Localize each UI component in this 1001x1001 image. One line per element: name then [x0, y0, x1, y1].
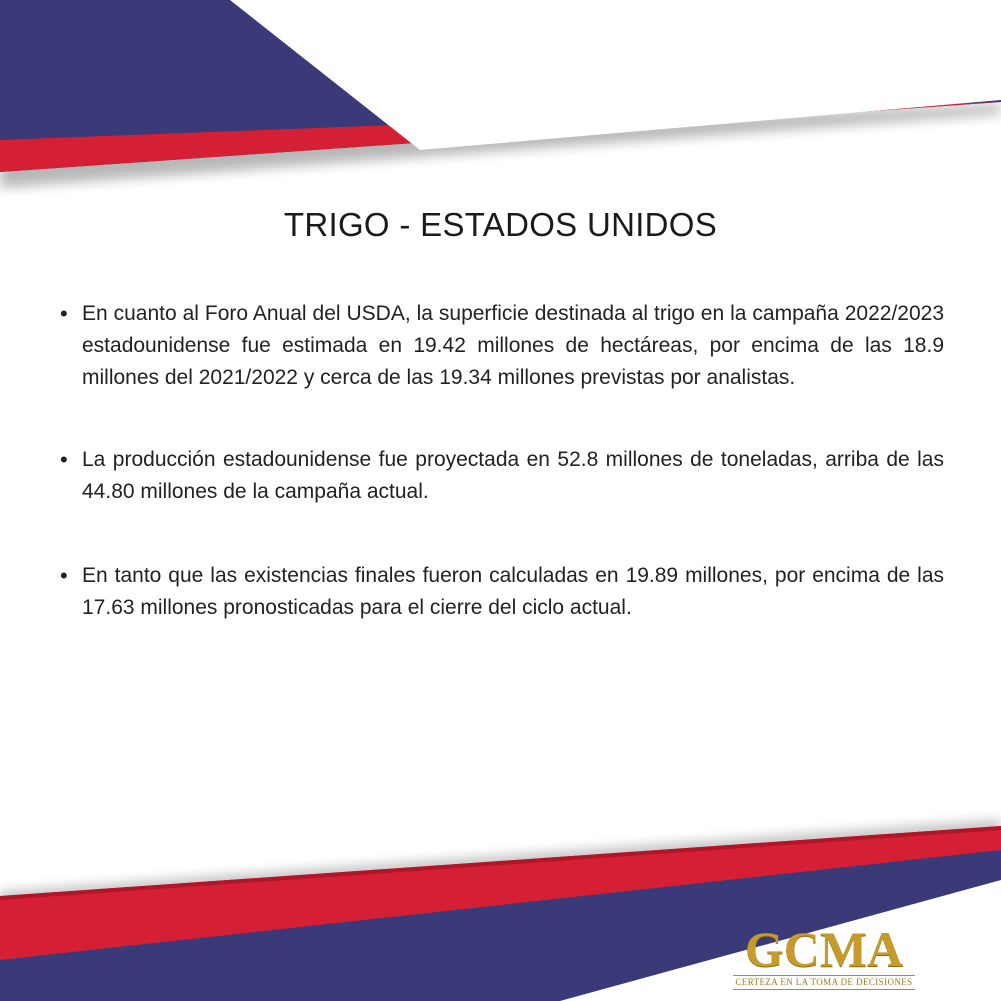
bullet-item-superficie: • En cuanto al Foro Anual del USDA, la superficie destinada al trigo en la campaña 2022/2023 estadounidense fue estimada en 19.42 millones de hectáreas, por encima de las 18.9 millones del 2021/2022 y cerca de las 19.34 millones previstas por analistas.	[58, 298, 944, 394]
page-title: TRIGO - ESTADOS UNIDOS	[283, 206, 718, 243]
gcma-logo	[733, 921, 915, 990]
logo-tagline: CERTEZA EN LA TOMA DE DECISIONES	[733, 975, 915, 990]
bullet-item-existencias: • En tanto que las existencias finales fueron calculadas en 19.89 millones, por encima de las 17.63 millones pronosticadas para el cierre del ciclo actual.	[58, 560, 944, 624]
logo-wordmark: GCMA	[744, 921, 904, 977]
bullet-item-produccion: • La producción estadounidense fue proyectada en 52.8 millones de toneladas, arriba de las 44.80 millones de la campaña actual.	[58, 444, 944, 508]
